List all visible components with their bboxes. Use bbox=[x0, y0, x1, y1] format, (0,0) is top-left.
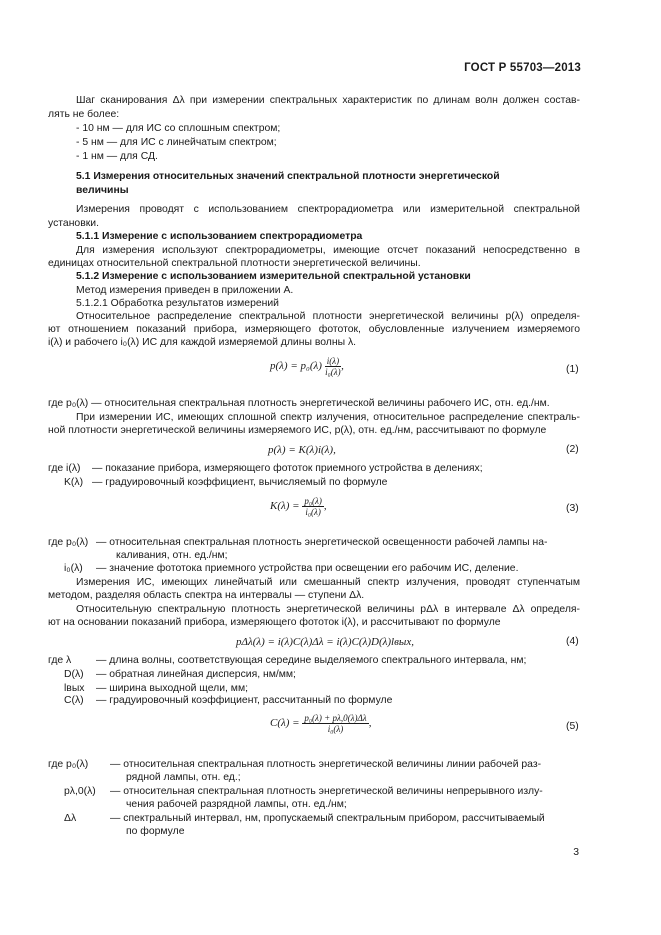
paragraph-line: При измерении ИС, имеющих сплошной спектр излучения, относительное распределение спектраль- bbox=[76, 412, 580, 423]
formula-4: pΔλ(λ) = i(λ)C(λ)Δλ = i(λ)C(λ)D(λ)lвых, bbox=[236, 636, 414, 648]
where-text: рядной лампы, отн. ед.; bbox=[126, 772, 241, 783]
where-symbol: где p₀(λ) bbox=[48, 759, 89, 770]
formula-number: (3) bbox=[566, 503, 579, 514]
where-text: — относительная спектральная плотность энергетической освещенности рабочей лампы на- bbox=[96, 537, 548, 548]
paragraph-line: Для измерения используют спектрорадиометры, имеющие отсчет показаний непосредственно в bbox=[76, 245, 580, 256]
subsection-heading: 5.1.2 Измерение с использованием измерительной спектральной установки bbox=[76, 271, 471, 282]
where-text: — обратная линейная дисперсия, нм/мм; bbox=[96, 669, 296, 680]
paragraph-line: Измерения проводят с использованием спектрорадиометра или измерительной спектральной bbox=[76, 204, 580, 215]
where-symbol: lвых bbox=[64, 683, 85, 694]
paragraph-line: ют отношением показаний прибора, измеряющего фототок, обусловленные излучением измеряемого bbox=[48, 324, 580, 335]
where-symbol: где i(λ) bbox=[48, 463, 81, 474]
paragraph-line: установки. bbox=[48, 218, 99, 229]
list-item: - 5 нм — для ИС с линейчатым спектром; bbox=[76, 137, 277, 148]
where-symbol: Δλ bbox=[64, 813, 77, 824]
where-text: — относительная спектральная плотность энергетической величины линии рабочей раз- bbox=[110, 759, 542, 770]
formula-1: p(λ) = p₀(λ) $\frac{i(\lambda)}{\text{i₀(λ)}}$ , bbox=[270, 356, 344, 377]
paragraph-line: ют на основании показаний прибора, измеряющего фототок i(λ), и рассчитывают по формуле bbox=[48, 617, 501, 628]
formula-5: C(λ) = $\frac{\text{p₀(λ) + pλ,0(λ)Δλ}}{\text{i₀(λ)}}$ , bbox=[270, 713, 372, 734]
document-id: ГОСТ Р 55703—2013 bbox=[464, 62, 581, 74]
intro-line: Шаг сканирования Δλ при измерении спектральных характеристик по длинам волн должен состав- bbox=[76, 95, 580, 106]
where-text: по формуле bbox=[126, 826, 185, 837]
where-text: — длина волны, соответствующая середине выделяемого спектрального интервала, нм; bbox=[96, 655, 527, 666]
paragraph-line: i(λ) и рабочего i₀(λ) ИС для каждой измеряемой длины волны λ. bbox=[48, 337, 357, 348]
where-symbol: C(λ) bbox=[64, 695, 84, 706]
section-heading: 5.1 Измерения относительных значений спектральной плотности энергетической bbox=[76, 171, 500, 182]
where-symbol: где λ bbox=[48, 655, 72, 666]
where-text: — градуировочный коэффициент, вычисляемый по формуле bbox=[92, 477, 388, 488]
where-symbol: pλ,0(λ) bbox=[64, 786, 96, 797]
where-text: — значение фототока приемного устройства при освещении его рабочим ИС, деление. bbox=[96, 563, 519, 574]
where-symbol: D(λ) bbox=[64, 669, 84, 680]
where-symbol: где p₀(λ) bbox=[48, 537, 89, 548]
list-item: - 1 нм — для СД. bbox=[76, 151, 158, 162]
intro-line: лять не более: bbox=[48, 109, 120, 120]
where-text: — относительная спектральная плотность энергетической величины непрерывного излу- bbox=[110, 786, 543, 797]
paragraph-line: методом, разделяя область спектра на интервалы — ступени Δλ. bbox=[48, 590, 365, 601]
paragraph-line: единицах относительной спектральной плотности энергетической величины. bbox=[48, 258, 421, 269]
paragraph-line: ной плотности энергетической величины измеряемого ИС, p(λ), отн. ед./нм, рассчитывают по формуле bbox=[48, 425, 547, 436]
paragraph-line: Измерения ИС, имеющих линейчатый или смешанный спектр излучения, проводят ступенчатым bbox=[76, 577, 580, 588]
where-text: — показание прибора, измеряющего фототок приемного устройства в делениях; bbox=[92, 463, 483, 474]
list-item: - 10 нм — для ИС со сплошным спектром; bbox=[76, 123, 281, 134]
where-text: каливания, отн. ед./нм; bbox=[116, 550, 228, 561]
formula-number: (4) bbox=[566, 636, 579, 647]
section-heading: величины bbox=[76, 185, 129, 196]
where-text: — спектральный интервал, нм, пропускаемый спектральным прибором, рассчитываемый bbox=[110, 813, 545, 824]
where-text: чения рабочей разрядной лампы, отн. ед./нм; bbox=[126, 799, 347, 810]
where-symbol: K(λ) bbox=[64, 477, 84, 488]
formula-3: K(λ) = $\frac{\text{p₀(λ)}}{\text{i₀(λ)}}$ , bbox=[270, 496, 327, 517]
page-number: 3 bbox=[573, 847, 579, 858]
subsection-heading: 5.1.1 Измерение с использованием спектрорадиометра bbox=[76, 231, 363, 242]
paragraph-line: Относительную спектральную плотность энергетической величины pΔλ в интервале Δλ определя- bbox=[76, 604, 580, 615]
paragraph-line: Метод измерения приведен в приложении А. bbox=[76, 285, 294, 296]
where-line: где p₀(λ) — относительная спектральная плотность энергетической величины рабочего ИС, отн. ед./нм. bbox=[48, 398, 550, 409]
formula-number: (1) bbox=[566, 364, 579, 375]
where-symbol: i₀(λ) bbox=[64, 563, 83, 574]
formula-2: p(λ) = K(λ)i(λ), bbox=[268, 444, 336, 456]
formula-number: (5) bbox=[566, 721, 579, 732]
where-text: — градуировочный коэффициент, рассчитанный по формуле bbox=[96, 695, 393, 706]
paragraph-line: Относительное распределение спектральной плотности энергетической величины p(λ) определя- bbox=[76, 311, 580, 322]
formula-number: (2) bbox=[566, 444, 579, 455]
where-text: — ширина выходной щели, мм; bbox=[96, 683, 248, 694]
paragraph-line: 5.1.2.1 Обработка результатов измерений bbox=[76, 298, 279, 309]
